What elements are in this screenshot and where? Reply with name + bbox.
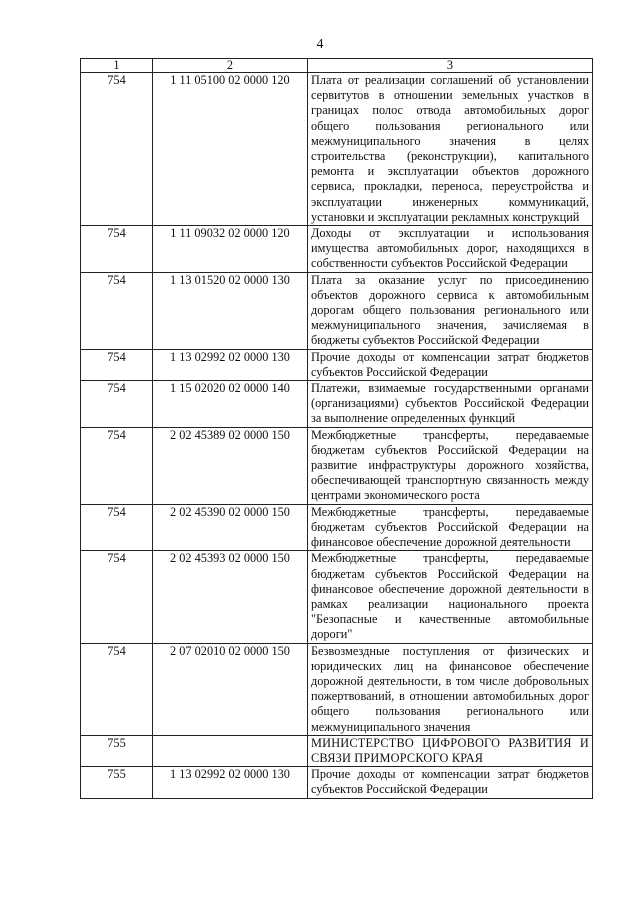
table-row bbox=[81, 551, 593, 643]
revenue-code-cell: 2 02 45393 02 0000 150 bbox=[153, 551, 308, 643]
column-header-3: 3 bbox=[308, 59, 593, 73]
administrator-code-cell: 754 bbox=[81, 226, 153, 273]
table-row bbox=[81, 504, 593, 551]
revenue-code-cell: 1 13 02992 02 0000 130 bbox=[153, 767, 308, 798]
administrator-code-cell: 754 bbox=[81, 272, 153, 349]
table-row bbox=[81, 767, 593, 798]
revenue-code-cell: 2 02 45389 02 0000 150 bbox=[153, 427, 308, 504]
administrator-code-cell: 754 bbox=[81, 504, 153, 551]
administrator-code-cell: 755 bbox=[81, 735, 153, 766]
table-row bbox=[81, 643, 593, 735]
revenue-codes-table bbox=[80, 58, 593, 799]
administrator-code-cell: 754 bbox=[81, 73, 153, 226]
revenue-code-cell bbox=[153, 735, 308, 766]
table-row bbox=[81, 735, 593, 766]
table-header-row bbox=[81, 59, 593, 73]
revenue-code-cell: 1 13 01520 02 0000 130 bbox=[153, 272, 308, 349]
revenue-description-cell: Межбюджетные трансферты, передаваемые бюджетам субъектов Российской Федерации на развитие инфраструктуры дорожного хозяйства, обеспечивающей транспортную связанность между центрами экономического роста bbox=[308, 427, 593, 504]
revenue-description-cell: Доходы от эксплуатации и использования имущества автомобильных дорог, находящихся в собственности субъектов Российской Федерации bbox=[308, 226, 593, 273]
revenue-description-cell: Плата за оказание услуг по присоединению объектов дорожного сервиса к автомобильным дорогам общего пользования регионального или межмуниципального значения, зачисляемая в бюджеты субъектов Российской Федерации bbox=[308, 272, 593, 349]
revenue-description-cell: Межбюджетные трансферты, передаваемые бюджетам субъектов Российской Федерации на финансовое обеспечение дорожной деятельности bbox=[308, 504, 593, 551]
revenue-code-cell: 1 11 05100 02 0000 120 bbox=[153, 73, 308, 226]
revenue-code-cell: 1 13 02992 02 0000 130 bbox=[153, 349, 308, 380]
revenue-description-cell: Межбюджетные трансферты, передаваемые бюджетам субъектов Российской Федерации на финансовое обеспечение дорожной деятельности в рамках реализации национального проекта "Безопасные и качественные автомобильные дороги" bbox=[308, 551, 593, 643]
revenue-description-cell: МИНИСТЕРСТВО ЦИФРОВОГО РАЗВИТИЯ И СВЯЗИ ПРИМОРСКОГО КРАЯ bbox=[308, 735, 593, 766]
revenue-code-cell: 2 07 02010 02 0000 150 bbox=[153, 643, 308, 735]
revenue-description-cell: Прочие доходы от компенсации затрат бюджетов субъектов Российской Федерации bbox=[308, 349, 593, 380]
column-header-2: 2 bbox=[153, 59, 308, 73]
administrator-code-cell: 754 bbox=[81, 643, 153, 735]
table-body bbox=[81, 73, 593, 799]
table-row bbox=[81, 73, 593, 226]
column-header-1: 1 bbox=[81, 59, 153, 73]
administrator-code-cell: 754 bbox=[81, 551, 153, 643]
table-row bbox=[81, 349, 593, 380]
revenue-code-cell: 1 11 09032 02 0000 120 bbox=[153, 226, 308, 273]
revenue-code-cell: 1 15 02020 02 0000 140 bbox=[153, 381, 308, 428]
table-row bbox=[81, 381, 593, 428]
administrator-code-cell: 754 bbox=[81, 427, 153, 504]
administrator-code-cell: 755 bbox=[81, 767, 153, 798]
revenue-description-cell: Безвозмездные поступления от физических и юридических лиц на финансовое обеспечение дорожной деятельности, в том числе добровольных пожертвований, в отношении автомобильных дорог общего пользования регионального или межмуниципального значения bbox=[308, 643, 593, 735]
page-number: 4 bbox=[316, 37, 324, 52]
table-row bbox=[81, 272, 593, 349]
administrator-code-cell: 754 bbox=[81, 349, 153, 380]
table-row bbox=[81, 226, 593, 273]
table-row bbox=[81, 427, 593, 504]
administrator-code-cell: 754 bbox=[81, 381, 153, 428]
revenue-description-cell: Плата от реализации соглашений об установлении сервитутов в отношении земельных участков в границах полос отвода автомобильных дорог общего пользования регионального или межмуниципального значения в целях строительства (реконструкции), капитального ремонта и эксплуатации объектов дорожного сервиса, прокладки, переноса, переустройства и эксплуатации инженерных коммуникаций, установки и эксплуатации рекламных конструкций bbox=[308, 73, 593, 226]
revenue-description-cell: Прочие доходы от компенсации затрат бюджетов субъектов Российской Федерации bbox=[308, 767, 593, 798]
revenue-code-cell: 2 02 45390 02 0000 150 bbox=[153, 504, 308, 551]
revenue-description-cell: Платежи, взимаемые государственными органами (организациями) субъектов Российской Федерации за выполнение определенных функций bbox=[308, 381, 593, 428]
